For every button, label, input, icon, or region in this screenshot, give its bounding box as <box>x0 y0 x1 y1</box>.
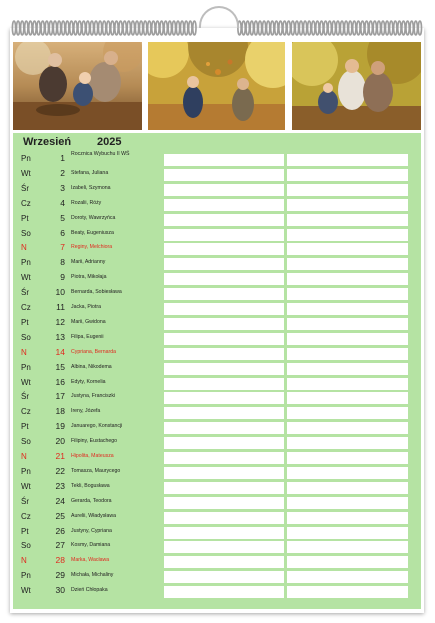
day-of-week: Cz <box>21 511 31 521</box>
day-of-week: Pt <box>21 213 29 223</box>
spiral-loop <box>70 21 73 35</box>
name-day: Justyna, Franciszki <box>71 393 116 400</box>
note-box-2[interactable] <box>287 422 408 434</box>
note-box-2[interactable] <box>287 452 408 464</box>
note-box-2[interactable] <box>287 527 408 539</box>
spiral-loop <box>246 21 249 35</box>
day-number: 14 <box>55 346 65 357</box>
spiral-loop <box>94 21 97 35</box>
spiral-loop <box>386 21 389 35</box>
day-of-week: Pt <box>21 317 29 327</box>
name-day: Rozalii, Róży <box>71 199 102 206</box>
note-box-1[interactable] <box>164 392 284 404</box>
spiral-loop <box>263 21 266 35</box>
day-row <box>13 181 421 196</box>
spiral-loop <box>340 21 343 35</box>
day-row <box>13 285 421 300</box>
spiral-loop <box>267 21 270 35</box>
spiral-loop <box>119 21 122 35</box>
day-of-week: Pt <box>21 526 29 536</box>
spiral-loop <box>135 21 138 35</box>
day-row <box>13 255 421 270</box>
note-box-1[interactable] <box>164 303 284 315</box>
day-row <box>13 553 421 568</box>
note-box-1[interactable] <box>164 288 284 300</box>
name-day: Ireny, Józefa <box>71 408 101 415</box>
spiral-loop <box>369 21 372 35</box>
note-box-1[interactable] <box>164 273 284 285</box>
note-box-1[interactable] <box>164 556 284 568</box>
day-of-week: Cz <box>21 198 31 208</box>
spiral-loop <box>349 21 352 35</box>
note-box-2[interactable] <box>287 214 408 226</box>
spiral-loop <box>53 21 56 35</box>
day-row <box>13 345 421 360</box>
spiral-loop <box>242 21 245 35</box>
note-box-2[interactable] <box>287 199 408 211</box>
name-day: Edyty, Korneliа <box>71 378 106 385</box>
year-title: 2025 <box>97 136 122 148</box>
spiral-loop <box>410 21 413 35</box>
day-number: 22 <box>55 465 65 476</box>
day-of-week: N <box>21 347 27 357</box>
name-day: Izabeli, Szymona <box>71 184 111 191</box>
hanger-hook <box>199 6 239 28</box>
spiral-loop <box>271 21 274 35</box>
day-row <box>13 419 421 434</box>
note-box-1[interactable] <box>164 243 284 255</box>
spiral-loop <box>148 21 151 35</box>
note-box-1[interactable] <box>164 154 284 166</box>
spiral-loop <box>414 21 417 35</box>
day-number: 9 <box>60 272 65 283</box>
calendar-header <box>13 133 161 151</box>
spiral-loop <box>258 21 261 35</box>
note-box-1[interactable] <box>164 348 284 360</box>
spiral-loop <box>398 21 401 35</box>
day-row <box>13 583 421 598</box>
spiral-loop <box>115 21 118 35</box>
spiral-loop <box>12 21 15 35</box>
spiral-loop <box>193 21 196 35</box>
day-number: 6 <box>60 227 65 238</box>
spiral-loop <box>381 21 384 35</box>
spiral-loop <box>316 21 319 35</box>
name-day: Marka, Wacława <box>71 557 110 564</box>
month-title: Wrzesień <box>23 136 72 148</box>
note-box-1[interactable] <box>164 482 284 494</box>
note-box-1[interactable] <box>164 229 284 241</box>
note-box-1[interactable] <box>164 541 284 553</box>
spiral-loop <box>103 21 106 35</box>
name-day: Hipolita, Mateusza <box>71 453 114 459</box>
note-box-2[interactable] <box>287 378 408 390</box>
name-day: Justyny, Cypriana <box>71 527 112 534</box>
day-of-week: Śr <box>21 496 29 506</box>
name-day: Filipa, Eugenii <box>71 333 104 340</box>
name-day: Cypriana, Bernarda <box>71 348 116 355</box>
spiral-loop <box>29 21 32 35</box>
spiral-loop <box>176 21 179 35</box>
note-box-2[interactable] <box>287 273 408 285</box>
note-box-1[interactable] <box>164 258 284 270</box>
note-box-2[interactable] <box>287 348 408 360</box>
spiral-loop <box>377 21 380 35</box>
spiral-loop <box>107 21 110 35</box>
spiral-loop <box>357 21 360 35</box>
spiral-loop <box>58 21 61 35</box>
spiral-loop <box>37 21 40 35</box>
note-box-2[interactable] <box>287 512 408 524</box>
note-box-1[interactable] <box>164 497 284 509</box>
name-day: Bernarda, Sobiesława <box>71 289 122 296</box>
day-of-week: Wt <box>21 168 31 178</box>
spiral-loop <box>185 21 188 35</box>
note-box-2[interactable] <box>287 288 408 300</box>
spiral-loop <box>291 21 294 35</box>
name-day: Dzień Chłopaka <box>71 587 108 594</box>
note-box-2[interactable] <box>287 258 408 270</box>
note-box-2[interactable] <box>287 184 408 196</box>
photo-family-3 <box>292 42 421 130</box>
spiral-loop <box>144 21 147 35</box>
day-number: 4 <box>60 197 65 208</box>
note-box-2[interactable] <box>287 407 408 419</box>
day-row <box>13 404 421 419</box>
name-day: Reginy, Melchiora <box>71 244 113 251</box>
note-box-2[interactable] <box>287 243 408 255</box>
day-row <box>13 538 421 553</box>
day-of-week: Cz <box>21 303 31 312</box>
spiral-loop <box>41 21 44 35</box>
day-row <box>13 375 421 390</box>
note-box-2[interactable] <box>287 229 408 241</box>
note-box-1[interactable] <box>164 333 284 345</box>
name-day: Jacka, Piotra <box>71 304 101 310</box>
note-box-1[interactable] <box>164 467 284 479</box>
note-box-1[interactable] <box>164 378 284 390</box>
day-of-week: Wt <box>21 586 31 596</box>
day-number: 30 <box>55 585 65 596</box>
day-number: 19 <box>55 421 65 432</box>
spiral-loop <box>78 21 81 35</box>
note-box-2[interactable] <box>287 154 408 166</box>
day-of-week: Pn <box>21 466 31 476</box>
day-row <box>13 330 421 345</box>
name-day: Tomasza, Maurycego <box>71 467 121 474</box>
spiral-loop <box>127 21 130 35</box>
day-row <box>13 240 421 255</box>
note-box-2[interactable] <box>287 571 408 583</box>
spiral-loop <box>353 21 356 35</box>
note-box-1[interactable] <box>164 571 284 583</box>
spiral-loop <box>86 21 89 35</box>
note-box-1[interactable] <box>164 363 284 375</box>
spiral-loop <box>111 21 114 35</box>
day-of-week: Wt <box>21 481 31 491</box>
note-box-2[interactable] <box>287 169 408 181</box>
note-box-2[interactable] <box>287 541 408 553</box>
day-number: 12 <box>55 316 65 327</box>
note-box-2[interactable] <box>287 363 408 375</box>
day-row <box>13 449 421 464</box>
note-box-2[interactable] <box>287 467 408 479</box>
spiral-loop <box>295 21 298 35</box>
day-of-week: Śr <box>21 288 29 298</box>
day-number: 29 <box>55 570 65 581</box>
day-number: 20 <box>55 436 65 447</box>
spiral-loop <box>123 21 126 35</box>
day-number: 13 <box>55 331 65 342</box>
day-number: 8 <box>60 257 65 268</box>
spiral-loop <box>21 21 24 35</box>
day-of-week: Wt <box>21 377 31 387</box>
spiral-loop <box>90 21 93 35</box>
day-row <box>13 270 421 285</box>
spiral-loop <box>304 21 307 35</box>
name-day: Marii, Gwidona <box>71 318 106 325</box>
day-of-week: Pn <box>21 258 31 268</box>
spiral-loop <box>172 21 175 35</box>
day-number: 25 <box>55 510 65 521</box>
day-number: 17 <box>55 391 65 402</box>
spiral-loop <box>361 21 364 35</box>
spiral-loop <box>336 21 339 35</box>
day-row <box>13 389 421 404</box>
day-number: 5 <box>60 212 65 223</box>
name-day: Kosmy, Damiana <box>71 542 111 549</box>
photo-strip <box>13 42 421 130</box>
spiral-loop <box>250 21 253 35</box>
spiral-loop <box>328 21 331 35</box>
spiral-loop <box>324 21 327 35</box>
photo-family-1 <box>13 42 142 130</box>
day-number: 16 <box>55 376 65 387</box>
photo-family-2 <box>148 42 285 130</box>
name-day: Albina, Nikodema <box>71 363 112 370</box>
spiral-loop <box>164 21 167 35</box>
note-box-1[interactable] <box>164 586 284 598</box>
day-of-week: Pt <box>21 422 29 432</box>
day-of-week: Cz <box>21 407 31 417</box>
day-of-week: So <box>21 541 31 551</box>
note-box-1[interactable] <box>164 184 284 196</box>
spiral-loop <box>390 21 393 35</box>
spiral-loop <box>160 21 163 35</box>
spiral-loop <box>152 21 155 35</box>
note-box-1[interactable] <box>164 422 284 434</box>
note-box-1[interactable] <box>164 527 284 539</box>
day-number: 10 <box>55 287 65 298</box>
day-row <box>13 226 421 241</box>
spiral-loop <box>82 21 85 35</box>
day-row <box>13 434 421 449</box>
note-box-1[interactable] <box>164 214 284 226</box>
spiral-loop <box>373 21 376 35</box>
spiral-loop <box>99 21 102 35</box>
day-of-week: Pn <box>21 362 31 372</box>
spiral-loop <box>45 21 48 35</box>
name-day: Stefana, Juliana <box>71 169 109 176</box>
spiral-loop <box>287 21 290 35</box>
spiral-loop <box>140 21 143 35</box>
day-row <box>13 211 421 226</box>
spiral-loop <box>168 21 171 35</box>
day-row <box>13 300 421 315</box>
name-day: Filipiny, Eustachego <box>71 438 118 445</box>
day-row <box>13 196 421 211</box>
note-box-2[interactable] <box>287 303 408 315</box>
day-number: 7 <box>60 242 65 253</box>
spiral-loop <box>156 21 159 35</box>
spiral-loop <box>320 21 323 35</box>
note-box-1[interactable] <box>164 318 284 330</box>
spiral-loop <box>25 21 28 35</box>
day-number: 21 <box>55 451 65 461</box>
day-row <box>13 464 421 479</box>
day-of-week: Pn <box>21 571 31 581</box>
day-number: 1 <box>60 153 65 163</box>
day-row <box>13 151 421 166</box>
day-row <box>13 479 421 494</box>
day-of-week: N <box>21 556 27 566</box>
name-day: Gerarda, Teodora <box>71 497 112 504</box>
spiral-loop <box>394 21 397 35</box>
day-row <box>13 494 421 509</box>
spiral-loop <box>332 21 335 35</box>
name-day: Januarego, Konstancji <box>71 423 123 430</box>
name-day: Michała, Michaliny <box>71 572 114 579</box>
spiral-loop <box>345 21 348 35</box>
spiral-loop <box>365 21 368 35</box>
name-day: Beaty, Eugeniusza <box>71 229 114 236</box>
note-box-2[interactable] <box>287 556 408 568</box>
spiral-loop <box>418 21 421 35</box>
day-of-week: So <box>21 437 31 447</box>
note-box-2[interactable] <box>287 392 408 404</box>
spiral-loop <box>275 21 278 35</box>
name-day: Tekli, Bogusława <box>71 482 110 489</box>
spiral-loop <box>283 21 286 35</box>
day-number: 24 <box>55 495 65 506</box>
day-number: 26 <box>55 525 65 536</box>
day-row <box>13 315 421 330</box>
day-number: 15 <box>55 361 65 372</box>
note-box-1[interactable] <box>164 199 284 211</box>
day-row <box>13 524 421 539</box>
note-box-1[interactable] <box>164 512 284 524</box>
day-number: 18 <box>55 406 65 417</box>
spiral-loop <box>66 21 69 35</box>
day-of-week: Wt <box>21 273 31 283</box>
name-day: Aurelii, Władysława <box>71 512 116 519</box>
day-of-week: Śr <box>21 183 29 193</box>
note-box-1[interactable] <box>164 452 284 464</box>
name-day: Rocznica Wybuchu II WŚ <box>71 151 130 157</box>
day-of-week: So <box>21 332 31 342</box>
spiral-loop <box>49 21 52 35</box>
day-number: 11 <box>56 302 65 312</box>
spiral-loop <box>299 21 302 35</box>
spiral-loop <box>406 21 409 35</box>
day-row <box>13 568 421 583</box>
note-box-2[interactable] <box>287 497 408 509</box>
spiral-loop <box>308 21 311 35</box>
spiral-loop <box>279 21 282 35</box>
day-number: 28 <box>55 555 65 566</box>
name-day: Piotra, Mikołaja <box>71 274 107 281</box>
note-box-1[interactable] <box>164 407 284 419</box>
spiral-loop <box>189 21 192 35</box>
day-row <box>13 509 421 524</box>
day-row <box>13 166 421 181</box>
spiral-loop <box>181 21 184 35</box>
note-box-2[interactable] <box>287 333 408 345</box>
day-of-week: N <box>21 243 27 253</box>
note-box-2[interactable] <box>287 437 408 449</box>
note-box-2[interactable] <box>287 482 408 494</box>
spiral-loop <box>131 21 134 35</box>
day-of-week: Pn <box>21 154 31 163</box>
day-row <box>13 360 421 375</box>
name-day: Marii, Adrianny <box>71 259 106 266</box>
calendar-grid <box>13 133 421 609</box>
day-of-week: N <box>21 452 27 461</box>
spiral-loop <box>62 21 65 35</box>
spiral-loop <box>254 21 257 35</box>
note-box-1[interactable] <box>164 169 284 181</box>
day-number: 27 <box>55 540 65 551</box>
day-number: 23 <box>55 480 65 491</box>
name-day: Doroty, Wawrzyńca <box>71 214 116 221</box>
day-of-week: So <box>21 228 31 238</box>
spiral-loop <box>17 21 20 35</box>
spiral-loop <box>402 21 405 35</box>
spiral-loop <box>74 21 77 35</box>
note-box-2[interactable] <box>287 586 408 598</box>
note-box-1[interactable] <box>164 437 284 449</box>
day-of-week: Śr <box>21 392 29 402</box>
day-number: 2 <box>60 167 65 178</box>
spiral-loop <box>312 21 315 35</box>
note-box-2[interactable] <box>287 318 408 330</box>
day-number: 3 <box>60 182 65 193</box>
spiral-loop <box>33 21 36 35</box>
